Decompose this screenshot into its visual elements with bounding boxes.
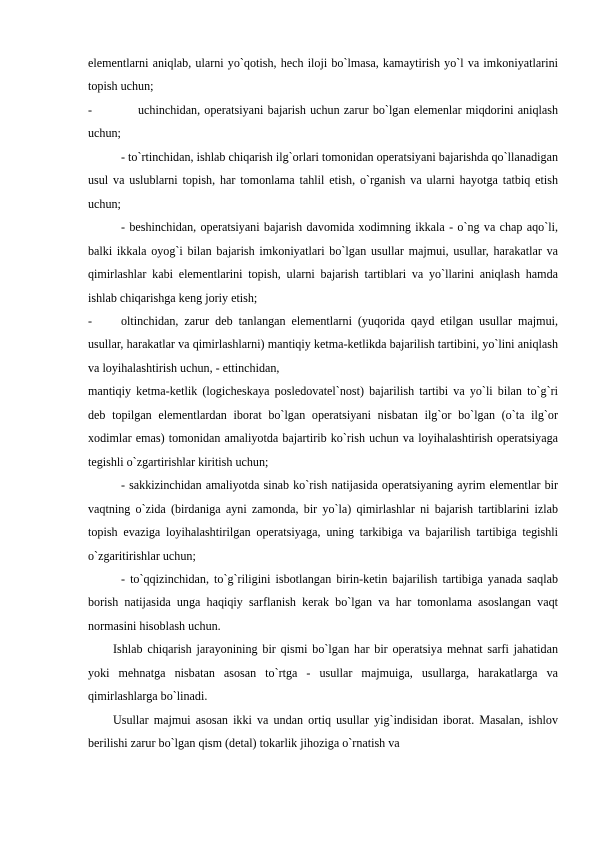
paragraph-5-text: oltinchidan, zarur deb tanlangan elementlarni (yuqorida qayd etilgan usullar majmui, usullar, harakatlar va qimirlashlarni) mantiqiy ketma-ketlikda bajarilish tartibini, yo`lini aniqlash va loyihalashtirish uchun, - ettinchidan, xyxy=(88,313,558,375)
list-dash: - xyxy=(88,102,93,117)
paragraph-7: - sakkizinchidan amaliyotda sinab ko`rish natijasida operatsiyaning ayrim elementlar bir vaqtning o`zida (birdaniga ayni zamonda, bir yo`la) qimirlashlar ni bajarish tartiblarini izlab topish evaziga loyihalashtirilgan operatsiyaga, uning tarkibiga va bajarilish tartibiga tegishli o`zgaritirishlar uchun; xyxy=(88,478,558,563)
paragraph-5 xyxy=(88,310,558,380)
paragraph-3: - to`rtinchidan, ishlab chiqarish ilg`orlari tomonidan operatsiyani bajarishda qo`llanadigan usul va uslublarni topish, har tomonlama tahlil etish, o`rganish va ularni hayotga tatbiq etish uchun; xyxy=(88,149,558,211)
paragraph-2-text: uchinchidan, operatsiyani bajarish uchun zarur bo`lgan elemenlar miqdorini aniqlash uchun; xyxy=(88,102,558,141)
list-dash: - xyxy=(88,313,93,328)
body-text xyxy=(88,52,558,756)
paragraph-9: Ishlab chiqarish jarayonining bir qismi bo`lgan har bir operatsiya mehnat sarfi jahatidan yoki mehnatga nisbatan asosan to`rtga - usullar majmuiga, usullarga, harakatlarga va qimirlashlarga bo`linadi. xyxy=(88,642,558,704)
paragraph-6: mantiqiy ketma-ketlik (logicheskaya posledovatel`nost) bajarilish tartibi va yo`li bilan to`g`ri deb topilgan elementlardan iborat bo`lgan operatsiyani nisbatan ilg`or bo`lgan (o`ta ilg`or xodimlar emas) tomonidan amaliyotda bajartirib ko`rish uchun va loyihalashtirish operatsiyaga tegishli o`zgartirishlar kiritish uchun; xyxy=(88,384,558,469)
paragraph-4: - beshinchidan, operatsiyani bajarish davomida xodimning ikkala - o`ng va chap aqo`li, balki ikkala oyog`i bilan bajarish imkoniyatlari bo`lgan usullar majmui, usullar, harakatlar va qimirlashlar kabi elementlarini topish, ularni bajarish tartiblari va yo`llarini aniqlash hamda ishlab chiqarishga keng joriy etish; xyxy=(88,220,558,305)
paragraph-8: - to`qqizinchidan, to`g`riligini isbotlangan birin-ketin bajarilish tartibiga yanada saqlab borish natijasida unga haqiqiy sarflanish kerak bo`lgan va har tomonlama asoslangan vaqt normasini hisoblash uchun. xyxy=(88,571,558,633)
paragraph-10: Usullar majmui asosan ikki va undan ortiq usullar yig`indisidan iborat. Masalan, ishlov berilishi zarur bo`lgan qism (detal) tokarlik jihoziga o`rnatish va xyxy=(88,712,558,751)
paragraph-2 xyxy=(88,99,558,146)
paragraph-1: elementlarni aniqlab, ularni yo`qotish, hech iloji bo`lmasa, kamaytirish yo`l va imkoniyatlarini topish uchun; xyxy=(88,56,558,94)
